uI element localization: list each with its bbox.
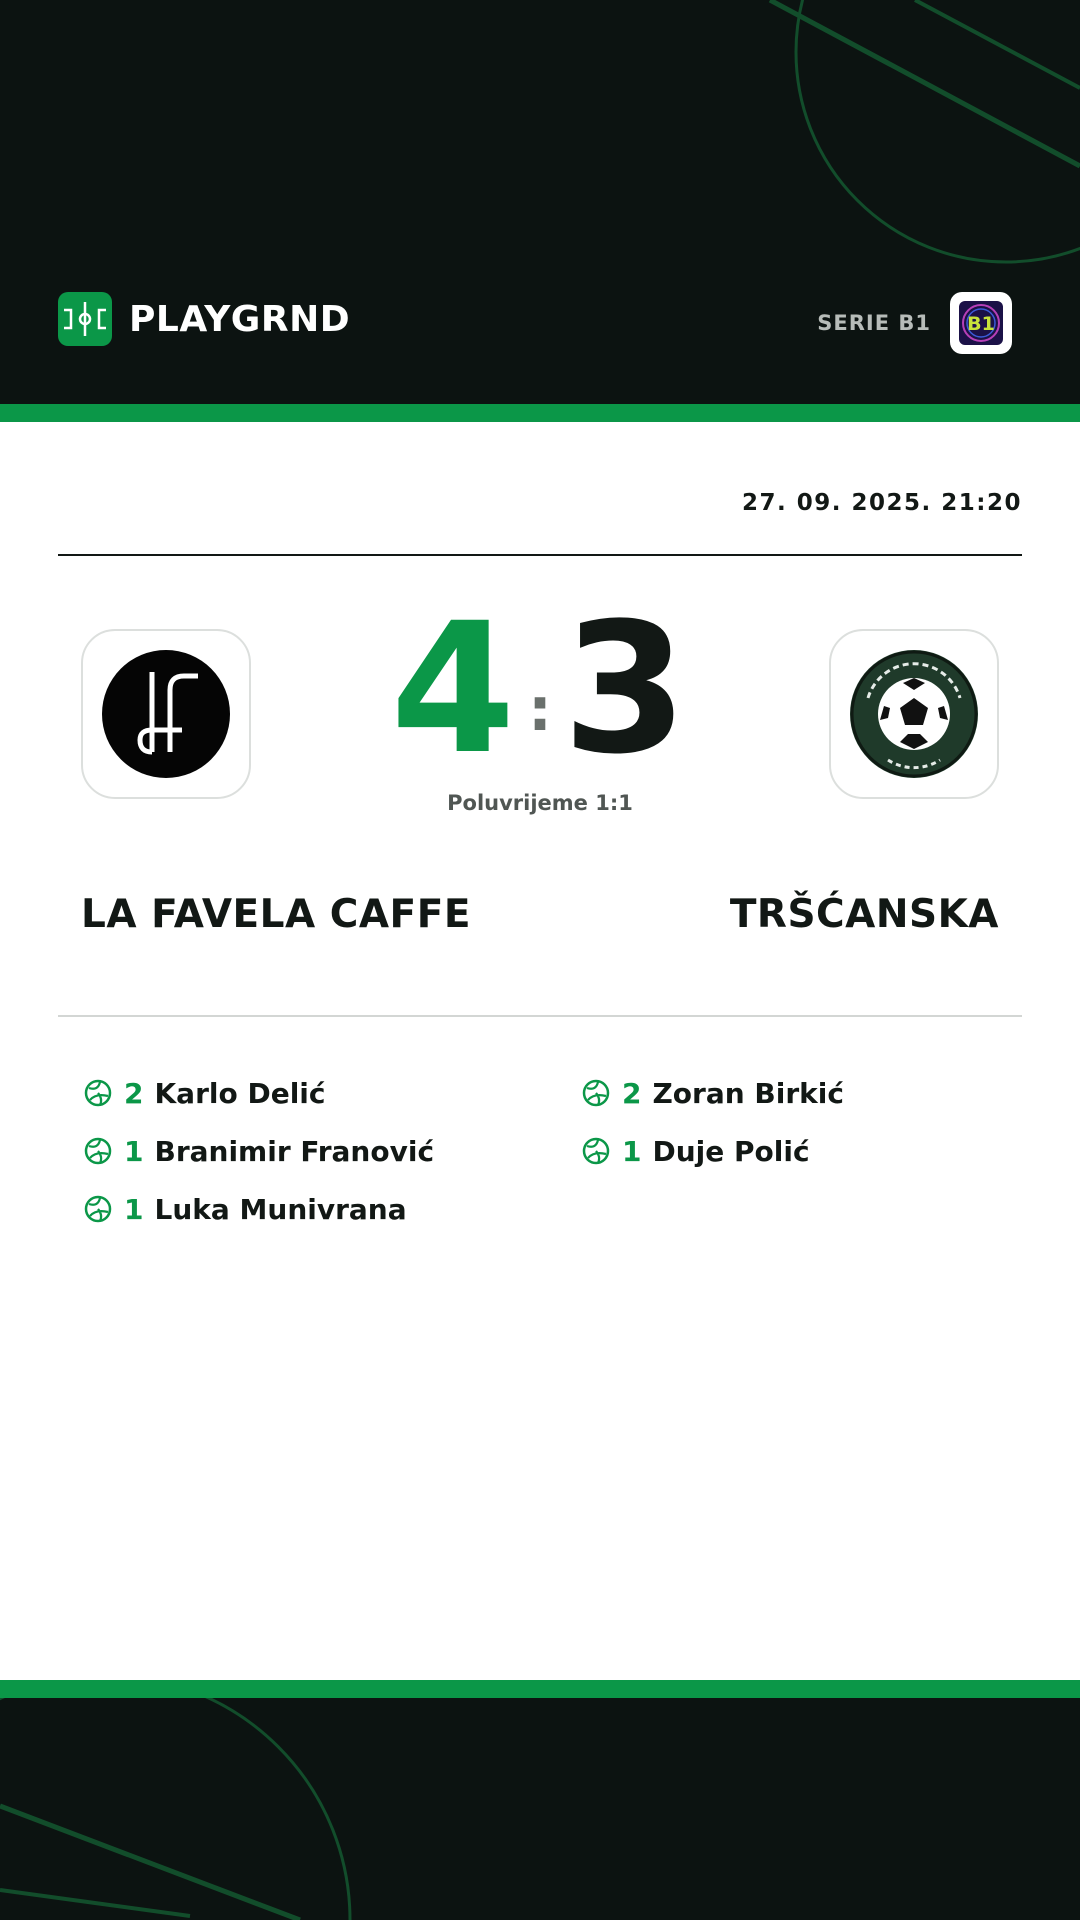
accent-stripe-bottom (0, 1680, 1080, 1698)
home-team-name: LA FAVELA CAFFE (81, 892, 471, 937)
brand-name: PLAYGRND (129, 298, 351, 340)
goal-count: 1 (622, 1134, 642, 1168)
player-name: Karlo Delić (154, 1076, 326, 1110)
match-datetime: 27. 09. 2025. 21:20 (742, 490, 1022, 516)
ball-icon (84, 1079, 112, 1107)
scorer-row (582, 1064, 844, 1122)
player-name: Branimir Franović (154, 1134, 435, 1168)
ball-icon (582, 1137, 610, 1165)
ball-icon (84, 1195, 112, 1223)
scorer-row (84, 1180, 434, 1238)
divider (58, 554, 1022, 556)
halftime-score: Poluvrijeme 1:1 (447, 791, 633, 815)
ball-icon (582, 1079, 610, 1107)
la-favela-crest (81, 629, 251, 799)
league-badge-text: B1 (967, 313, 995, 335)
scorer-row (84, 1122, 434, 1180)
divider (58, 1015, 1022, 1017)
home-score: 4 (390, 585, 516, 794)
trscanska-crest (829, 629, 999, 799)
footer-band (0, 1698, 1080, 1920)
player-name: Luka Munivrana (154, 1192, 407, 1226)
ball-icon (84, 1137, 112, 1165)
goal-count: 1 (124, 1192, 144, 1226)
away-team-name: TRŠĆANSKA (729, 892, 999, 937)
goal-count: 1 (124, 1134, 144, 1168)
away-score: 3 (562, 585, 688, 794)
player-name: Duje Polić (652, 1134, 810, 1168)
league-info (817, 292, 1012, 354)
serie-b1-badge-icon (950, 292, 1012, 354)
accent-stripe-top (0, 404, 1080, 422)
goal-count: 2 (622, 1076, 642, 1110)
scorer-row (84, 1064, 434, 1122)
score-separator: : (528, 675, 552, 745)
away-scorers-list (582, 1064, 844, 1180)
league-name: SERIE B1 (817, 311, 931, 335)
pitch-icon (58, 292, 112, 346)
goal-count: 2 (124, 1076, 144, 1110)
brand (58, 292, 350, 346)
scorer-row (582, 1122, 844, 1180)
player-name: Zoran Birkić (652, 1076, 844, 1110)
pitch-lines-decoration (0, 1698, 1080, 1920)
home-scorers-list (84, 1064, 434, 1238)
header-band (0, 0, 1080, 404)
